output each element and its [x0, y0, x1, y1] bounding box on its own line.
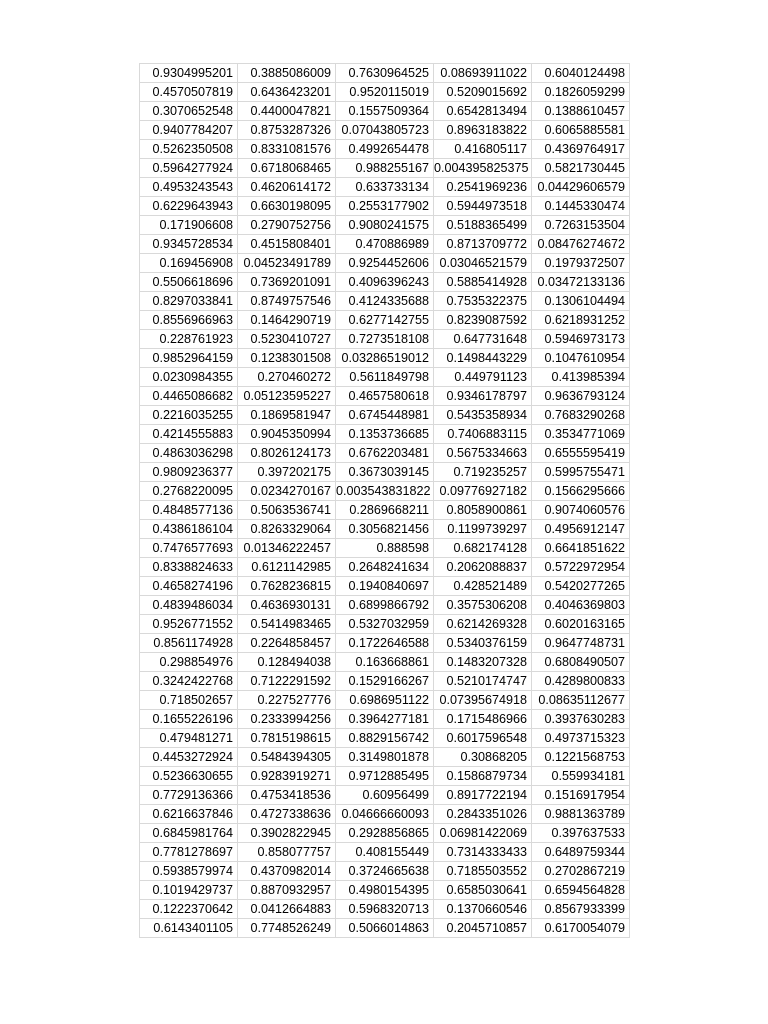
table-cell[interactable]: 0.1516917954 [532, 786, 630, 805]
table-cell[interactable]: 0.1222370642 [140, 900, 238, 919]
table-cell[interactable]: 0.5188365499 [434, 216, 532, 235]
table-cell[interactable]: 0.7748526249 [238, 919, 336, 938]
table-cell[interactable]: 0.169456908 [140, 254, 238, 273]
table-cell[interactable]: 0.9526771552 [140, 615, 238, 634]
table-cell[interactable]: 0.8026124173 [238, 444, 336, 463]
table-cell[interactable]: 0.6555595419 [532, 444, 630, 463]
table-cell[interactable]: 0.2541969236 [434, 178, 532, 197]
table-cell[interactable]: 0.5722972954 [532, 558, 630, 577]
table-cell[interactable]: 0.4620614172 [238, 178, 336, 197]
table-cell[interactable]: 0.08476274672 [532, 235, 630, 254]
table-cell[interactable]: 0.1979372507 [532, 254, 630, 273]
table-cell[interactable]: 0.5611849798 [336, 368, 434, 387]
table-cell[interactable]: 0.988255167 [336, 159, 434, 178]
table-cell[interactable]: 0.0230984355 [140, 368, 238, 387]
table-cell[interactable]: 0.1557509364 [336, 102, 434, 121]
table-cell[interactable]: 0.5230410727 [238, 330, 336, 349]
table-cell[interactable]: 0.5327032959 [336, 615, 434, 634]
table-cell[interactable]: 0.4992654478 [336, 140, 434, 159]
table-cell[interactable]: 0.1019429737 [140, 881, 238, 900]
table-cell[interactable]: 0.6216637846 [140, 805, 238, 824]
table-cell[interactable]: 0.7535322375 [434, 292, 532, 311]
table-row [140, 83, 630, 102]
table-cell[interactable]: 0.2790752756 [238, 216, 336, 235]
table-cell[interactable]: 0.2333994256 [238, 710, 336, 729]
table-cell[interactable]: 0.4753418536 [238, 786, 336, 805]
table-row [140, 330, 630, 349]
table-row [140, 254, 630, 273]
table-row [140, 121, 630, 140]
table-cell[interactable]: 0.6214269328 [434, 615, 532, 634]
table-cell[interactable]: 0.9407784207 [140, 121, 238, 140]
table-cell[interactable]: 0.03472133136 [532, 273, 630, 292]
table-row [140, 406, 630, 425]
table-cell[interactable]: 0.5938579974 [140, 862, 238, 881]
table-cell[interactable]: 0.6845981764 [140, 824, 238, 843]
table-row [140, 102, 630, 121]
table-cell[interactable]: 0.6630198095 [238, 197, 336, 216]
table-cell[interactable]: 0.30868205 [434, 748, 532, 767]
table-cell[interactable]: 0.1529166267 [336, 672, 434, 691]
table-row [140, 843, 630, 862]
table-cell[interactable]: 0.6121142985 [238, 558, 336, 577]
table-cell[interactable]: 0.8338824633 [140, 558, 238, 577]
table-cell[interactable]: 0.3149801878 [336, 748, 434, 767]
table-cell[interactable]: 0.1306104494 [532, 292, 630, 311]
table-cell[interactable]: 0.5414983465 [238, 615, 336, 634]
table-row [140, 558, 630, 577]
table-cell[interactable]: 0.6542813494 [434, 102, 532, 121]
table-cell[interactable]: 0.01346222457 [238, 539, 336, 558]
table-cell[interactable]: 0.7628236815 [238, 577, 336, 596]
table-cell[interactable]: 0.682174128 [434, 539, 532, 558]
table-cell[interactable]: 0.2768220095 [140, 482, 238, 501]
table-cell[interactable]: 0.7815198615 [238, 729, 336, 748]
table-cell[interactable]: 0.8753287326 [238, 121, 336, 140]
table-body [140, 64, 630, 938]
table-cell[interactable]: 0.2702867219 [532, 862, 630, 881]
table-cell[interactable]: 0.2648241634 [336, 558, 434, 577]
table-cell[interactable]: 0.8963183822 [434, 121, 532, 140]
table-cell[interactable]: 0.8297033841 [140, 292, 238, 311]
table-cell[interactable]: 0.9074060576 [532, 501, 630, 520]
table-row [140, 653, 630, 672]
table-row [140, 292, 630, 311]
table-cell[interactable]: 0.7781278697 [140, 843, 238, 862]
table-cell[interactable]: 0.1199739297 [434, 520, 532, 539]
table-cell[interactable]: 0.5236630655 [140, 767, 238, 786]
table-row [140, 767, 630, 786]
table-row [140, 444, 630, 463]
table-cell[interactable]: 0.8829156742 [336, 729, 434, 748]
table-row [140, 520, 630, 539]
table-cell[interactable]: 0.3534771069 [532, 425, 630, 444]
table-row [140, 482, 630, 501]
table-cell[interactable]: 0.4369764917 [532, 140, 630, 159]
table-cell[interactable]: 0.04523491789 [238, 254, 336, 273]
table-cell[interactable]: 0.8331081576 [238, 140, 336, 159]
table-cell[interactable]: 0.4636930131 [238, 596, 336, 615]
table-cell[interactable]: 0.6594564828 [532, 881, 630, 900]
table-cell[interactable]: 0.4465086682 [140, 387, 238, 406]
table-row [140, 919, 630, 938]
table-cell[interactable]: 0.470886989 [336, 235, 434, 254]
table-cell[interactable]: 0.2216035255 [140, 406, 238, 425]
table-row [140, 729, 630, 748]
table-cell[interactable]: 0.408155449 [336, 843, 434, 862]
table-cell[interactable]: 0.9283919271 [238, 767, 336, 786]
table-cell[interactable]: 0.1722646588 [336, 634, 434, 653]
table-cell[interactable]: 0.5946973173 [532, 330, 630, 349]
table-cell[interactable]: 0.3575306208 [434, 596, 532, 615]
table-cell[interactable]: 0.7122291592 [238, 672, 336, 691]
table-row [140, 786, 630, 805]
table-cell[interactable]: 0.163668861 [336, 653, 434, 672]
table-cell[interactable]: 0.1940840697 [336, 577, 434, 596]
table-cell[interactable]: 0.479481271 [140, 729, 238, 748]
table-cell[interactable]: 0.4953243543 [140, 178, 238, 197]
table-cell[interactable]: 0.5885414928 [434, 273, 532, 292]
table-cell[interactable]: 0.3964277181 [336, 710, 434, 729]
table-cell[interactable]: 0.4386186104 [140, 520, 238, 539]
table-cell[interactable]: 0.1566295666 [532, 482, 630, 501]
table-row [140, 539, 630, 558]
table-row [140, 159, 630, 178]
table-cell[interactable]: 0.428521489 [434, 577, 532, 596]
table-row [140, 710, 630, 729]
table-cell[interactable]: 0.4370982014 [238, 862, 336, 881]
table-cell[interactable]: 0.1483207328 [434, 653, 532, 672]
table-cell[interactable]: 0.4096396243 [336, 273, 434, 292]
table-cell[interactable]: 0.9080241575 [336, 216, 434, 235]
table-cell[interactable]: 0.7406883115 [434, 425, 532, 444]
table-cell[interactable]: 0.633733134 [336, 178, 434, 197]
table-row [140, 311, 630, 330]
table-cell[interactable]: 0.7369201091 [238, 273, 336, 292]
table-row [140, 387, 630, 406]
table-cell[interactable]: 0.559934181 [532, 767, 630, 786]
table-cell[interactable]: 0.4046369803 [532, 596, 630, 615]
table-cell[interactable]: 0.1238301508 [238, 349, 336, 368]
table-cell[interactable]: 0.5506618696 [140, 273, 238, 292]
table-cell[interactable]: 0.07043805723 [336, 121, 434, 140]
table-cell[interactable]: 0.9636793124 [532, 387, 630, 406]
table-cell[interactable]: 0.858077757 [238, 843, 336, 862]
table-cell[interactable]: 0.5995755471 [532, 463, 630, 482]
table-cell[interactable]: 0.1353736685 [336, 425, 434, 444]
table-cell[interactable]: 0.7729136366 [140, 786, 238, 805]
table-row [140, 691, 630, 710]
table-cell[interactable]: 0.6762203481 [336, 444, 434, 463]
table-cell[interactable]: 0.3070652548 [140, 102, 238, 121]
table-cell[interactable]: 0.4570507819 [140, 83, 238, 102]
table-cell[interactable]: 0.1370660546 [434, 900, 532, 919]
table-cell[interactable]: 0.6808490507 [532, 653, 630, 672]
table-cell[interactable]: 0.4973715323 [532, 729, 630, 748]
table-cell[interactable]: 0.888598 [336, 539, 434, 558]
table-cell[interactable]: 0.6899866792 [336, 596, 434, 615]
table-cell[interactable]: 0.647731648 [434, 330, 532, 349]
table-cell[interactable]: 0.2843351026 [434, 805, 532, 824]
table-cell[interactable]: 0.9852964159 [140, 349, 238, 368]
table-cell[interactable]: 0.2062088837 [434, 558, 532, 577]
table-cell[interactable]: 0.1221568753 [532, 748, 630, 767]
table-row [140, 349, 630, 368]
table-cell[interactable]: 0.5340376159 [434, 634, 532, 653]
table-cell[interactable]: 0.9045350994 [238, 425, 336, 444]
table-cell[interactable]: 0.5063536741 [238, 501, 336, 520]
table-row [140, 273, 630, 292]
table-cell[interactable]: 0.397202175 [238, 463, 336, 482]
table-cell[interactable]: 0.4400047821 [238, 102, 336, 121]
data-table [139, 63, 630, 938]
table-cell[interactable]: 0.04666660093 [336, 805, 434, 824]
table-cell[interactable]: 0.8263329064 [238, 520, 336, 539]
table-cell[interactable]: 0.2869668211 [336, 501, 434, 520]
table-cell[interactable]: 0.227527776 [238, 691, 336, 710]
table-row [140, 368, 630, 387]
table-cell[interactable]: 0.5821730445 [532, 159, 630, 178]
table-cell[interactable]: 0.5210174747 [434, 672, 532, 691]
table-cell[interactable]: 0.2553177902 [336, 197, 434, 216]
table-cell[interactable]: 0.8870932957 [238, 881, 336, 900]
table-cell[interactable]: 0.5066014863 [336, 919, 434, 938]
table-cell[interactable]: 0.128494038 [238, 653, 336, 672]
table-cell[interactable]: 0.08635112677 [532, 691, 630, 710]
table-cell[interactable]: 0.9881363789 [532, 805, 630, 824]
table-cell[interactable]: 0.7263153504 [532, 216, 630, 235]
table-cell[interactable]: 0.2264858457 [238, 634, 336, 653]
table-cell[interactable]: 0.7476577693 [140, 539, 238, 558]
table-cell[interactable]: 0.4515808401 [238, 235, 336, 254]
table-cell[interactable]: 0.0412664883 [238, 900, 336, 919]
table-row [140, 596, 630, 615]
table-cell[interactable]: 0.5420277265 [532, 577, 630, 596]
table-cell[interactable]: 0.1826059299 [532, 83, 630, 102]
table-cell[interactable]: 0.07395674918 [434, 691, 532, 710]
table-cell[interactable]: 0.9304995201 [140, 64, 238, 83]
table-row [140, 197, 630, 216]
table-cell[interactable]: 0.9712885495 [336, 767, 434, 786]
table-cell[interactable]: 0.6718068465 [238, 159, 336, 178]
table-cell[interactable]: 0.9254452606 [336, 254, 434, 273]
table-cell[interactable]: 0.4727338636 [238, 805, 336, 824]
table-cell[interactable]: 0.413985394 [532, 368, 630, 387]
table-row [140, 634, 630, 653]
table-cell[interactable]: 0.449791123 [434, 368, 532, 387]
table-row [140, 216, 630, 235]
table-row [140, 748, 630, 767]
table-cell[interactable]: 0.6218931252 [532, 311, 630, 330]
table-cell[interactable]: 0.7185503552 [434, 862, 532, 881]
table-cell[interactable]: 0.416805117 [434, 140, 532, 159]
table-cell[interactable]: 0.3885086009 [238, 64, 336, 83]
table-row [140, 140, 630, 159]
table-cell[interactable]: 0.6229643943 [140, 197, 238, 216]
table-cell[interactable]: 0.9345728534 [140, 235, 238, 254]
table-cell[interactable]: 0.4839486034 [140, 596, 238, 615]
table-cell[interactable]: 0.9520115019 [336, 83, 434, 102]
table-cell[interactable]: 0.3937630283 [532, 710, 630, 729]
table-cell[interactable]: 0.03046521579 [434, 254, 532, 273]
table-cell[interactable]: 0.6745448981 [336, 406, 434, 425]
table-cell[interactable]: 0.1715486966 [434, 710, 532, 729]
table-cell[interactable]: 0.2045710857 [434, 919, 532, 938]
table-cell[interactable]: 0.3242422768 [140, 672, 238, 691]
table-cell[interactable]: 0.171906608 [140, 216, 238, 235]
table-cell[interactable]: 0.2928856865 [336, 824, 434, 843]
table-cell[interactable]: 0.8917722194 [434, 786, 532, 805]
table-cell[interactable]: 0.5484394305 [238, 748, 336, 767]
table-cell[interactable]: 0.60956499 [336, 786, 434, 805]
table-cell[interactable]: 0.1498443229 [434, 349, 532, 368]
table-cell[interactable]: 0.9346178797 [434, 387, 532, 406]
table-cell[interactable]: 0.6277142755 [336, 311, 434, 330]
table-cell[interactable]: 0.6143401105 [140, 919, 238, 938]
table-cell[interactable]: 0.8556966963 [140, 311, 238, 330]
table-row [140, 577, 630, 596]
table-cell[interactable]: 0.1464290719 [238, 311, 336, 330]
table-row [140, 178, 630, 197]
table-cell[interactable]: 0.8567933399 [532, 900, 630, 919]
table-cell[interactable]: 0.06981422069 [434, 824, 532, 843]
table-row [140, 881, 630, 900]
table-cell[interactable]: 0.4658274196 [140, 577, 238, 596]
table-cell[interactable]: 0.4289800833 [532, 672, 630, 691]
table-cell[interactable]: 0.6020163165 [532, 615, 630, 634]
table-cell[interactable]: 0.09776927182 [434, 482, 532, 501]
table-cell[interactable]: 0.8713709772 [434, 235, 532, 254]
table-cell[interactable]: 0.298854976 [140, 653, 238, 672]
table-cell[interactable]: 0.6641851622 [532, 539, 630, 558]
table-row [140, 463, 630, 482]
table-cell[interactable]: 0.3056821456 [336, 520, 434, 539]
table-cell[interactable]: 0.5209015692 [434, 83, 532, 102]
table-cell[interactable]: 0.8561174928 [140, 634, 238, 653]
table-row [140, 615, 630, 634]
table-cell[interactable]: 0.8239087592 [434, 311, 532, 330]
table-cell[interactable]: 0.4657580618 [336, 387, 434, 406]
table-cell[interactable]: 0.5944973518 [434, 197, 532, 216]
table-cell[interactable]: 0.6489759344 [532, 843, 630, 862]
table-cell[interactable]: 0.7314333433 [434, 843, 532, 862]
table-row [140, 824, 630, 843]
table-cell[interactable]: 0.3724665638 [336, 862, 434, 881]
table-cell[interactable]: 0.4214555883 [140, 425, 238, 444]
table-cell[interactable]: 0.03286519012 [336, 349, 434, 368]
table-row [140, 425, 630, 444]
table-cell[interactable]: 0.719235257 [434, 463, 532, 482]
table-cell[interactable]: 0.08693911022 [434, 64, 532, 83]
table-cell[interactable]: 0.6040124498 [532, 64, 630, 83]
table-cell[interactable]: 0.0234270167 [238, 482, 336, 501]
table-cell[interactable]: 0.4124335688 [336, 292, 434, 311]
table-cell[interactable]: 0.8058900861 [434, 501, 532, 520]
table-cell[interactable]: 0.1047610954 [532, 349, 630, 368]
table-cell[interactable]: 0.718502657 [140, 691, 238, 710]
table-cell[interactable]: 0.003543831822 [336, 482, 434, 501]
table-cell[interactable]: 0.3673039145 [336, 463, 434, 482]
table-cell[interactable]: 0.5675334663 [434, 444, 532, 463]
table-cell[interactable]: 0.9647748731 [532, 634, 630, 653]
table-cell[interactable]: 0.270460272 [238, 368, 336, 387]
table-cell[interactable]: 0.5964277924 [140, 159, 238, 178]
table-cell[interactable]: 0.004395825375 [434, 159, 532, 178]
table-cell[interactable]: 0.3902822945 [238, 824, 336, 843]
table-cell[interactable]: 0.6170054079 [532, 919, 630, 938]
table-cell[interactable]: 0.1869581947 [238, 406, 336, 425]
table-cell[interactable]: 0.05123595227 [238, 387, 336, 406]
table-row [140, 672, 630, 691]
table-row [140, 805, 630, 824]
table-cell[interactable]: 0.4848577136 [140, 501, 238, 520]
table-row [140, 501, 630, 520]
table-cell[interactable]: 0.04429606579 [532, 178, 630, 197]
table-cell[interactable]: 0.5968320713 [336, 900, 434, 919]
table-cell[interactable]: 0.4980154395 [336, 881, 434, 900]
table-cell[interactable]: 0.7683290268 [532, 406, 630, 425]
table-cell[interactable]: 0.1655226196 [140, 710, 238, 729]
table-cell[interactable]: 0.5262350508 [140, 140, 238, 159]
table-cell[interactable]: 0.7273518108 [336, 330, 434, 349]
table-cell[interactable]: 0.1388610457 [532, 102, 630, 121]
table-cell[interactable]: 0.4956912147 [532, 520, 630, 539]
table-cell[interactable]: 0.9809236377 [140, 463, 238, 482]
table-row [140, 862, 630, 881]
table-cell[interactable]: 0.4453272924 [140, 748, 238, 767]
table-cell[interactable]: 0.5435358934 [434, 406, 532, 425]
table-cell[interactable]: 0.228761923 [140, 330, 238, 349]
table-row [140, 235, 630, 254]
table-cell[interactable]: 0.1586879734 [434, 767, 532, 786]
table-cell[interactable]: 0.7630964525 [336, 64, 434, 83]
table-cell[interactable]: 0.6986951122 [336, 691, 434, 710]
table-cell[interactable]: 0.6585030641 [434, 881, 532, 900]
table-cell[interactable]: 0.8749757546 [238, 292, 336, 311]
table-cell[interactable]: 0.397637533 [532, 824, 630, 843]
table-cell[interactable]: 0.6436423201 [238, 83, 336, 102]
table-row [140, 64, 630, 83]
table-row [140, 900, 630, 919]
table-cell[interactable]: 0.6017596548 [434, 729, 532, 748]
table-cell[interactable]: 0.4863036298 [140, 444, 238, 463]
table-cell[interactable]: 0.6065885581 [532, 121, 630, 140]
table-cell[interactable]: 0.1445330474 [532, 197, 630, 216]
